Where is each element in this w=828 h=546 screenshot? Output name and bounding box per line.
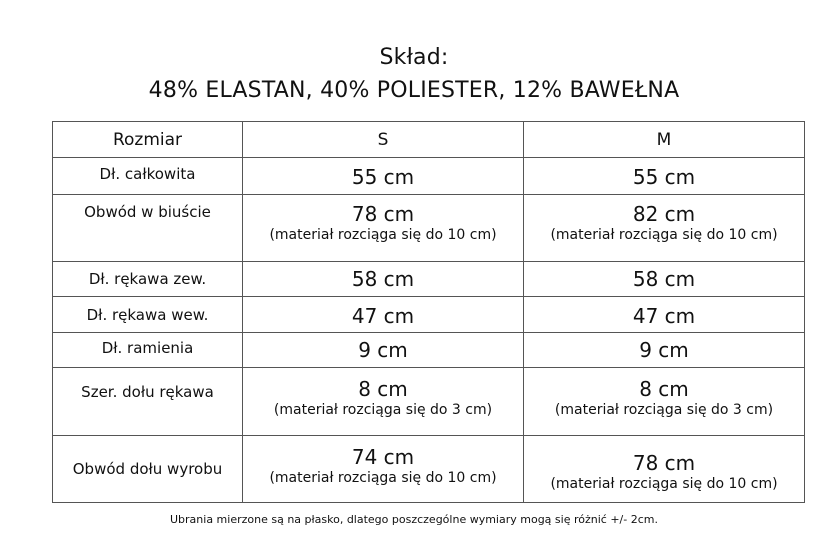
header-size-s: S xyxy=(243,122,524,158)
cell-m xyxy=(524,368,805,436)
size-table xyxy=(52,121,805,503)
value-m: 82 cm xyxy=(632,202,696,226)
value-m: 58 cm xyxy=(632,267,696,291)
value-s: 9 cm xyxy=(358,338,408,362)
table-header-row xyxy=(53,122,805,158)
cell-m xyxy=(524,158,805,195)
table-row xyxy=(53,158,805,195)
note-m: (materiał rozciąga się do 3 cm) xyxy=(554,402,774,418)
cell-s xyxy=(243,368,524,436)
note-s: (materiał rozciąga się do 3 cm) xyxy=(273,402,493,418)
value-m: 8 cm xyxy=(639,377,689,401)
value-m: 55 cm xyxy=(632,165,696,189)
cell-s xyxy=(243,333,524,368)
cell-s xyxy=(243,297,524,333)
row-label: Szer. dołu rękawa xyxy=(53,368,243,436)
value-m: 78 cm xyxy=(632,451,696,475)
composition-materials: 48% ELASTAN, 40% POLIESTER, 12% BAWEŁNA xyxy=(148,78,680,103)
value-s: 58 cm xyxy=(351,267,415,291)
cell-s xyxy=(243,262,524,297)
note-s: (materiał rozciąga się do 10 cm) xyxy=(269,470,497,486)
header-size-m: M xyxy=(524,122,805,158)
cell-s xyxy=(243,195,524,262)
value-s: 74 cm xyxy=(351,445,415,469)
row-label: Obwód dołu wyrobu xyxy=(53,436,243,503)
table-row xyxy=(53,368,805,436)
table-row xyxy=(53,436,805,503)
value-s: 55 cm xyxy=(351,165,415,189)
cell-m xyxy=(524,297,805,333)
row-label: Dł. rękawa wew. xyxy=(53,297,243,333)
value-s: 47 cm xyxy=(351,304,415,328)
row-label: Dł. całkowita xyxy=(53,158,243,195)
value-m: 47 cm xyxy=(632,304,696,328)
cell-s xyxy=(243,436,524,503)
cell-s xyxy=(243,158,524,195)
table-row xyxy=(53,297,805,333)
cell-m xyxy=(524,195,805,262)
row-label: Dł. rękawa zew. xyxy=(53,262,243,297)
table-row xyxy=(53,262,805,297)
header-size-label: Rozmiar xyxy=(53,122,243,158)
row-label: Obwód w biuście xyxy=(53,195,243,262)
cell-m xyxy=(524,262,805,297)
value-s: 8 cm xyxy=(358,377,408,401)
measurement-disclaimer: Ubrania mierzone są na płasko, dlatego poszczególne wymiary mogą się różnić +/- 2cm. xyxy=(170,513,658,526)
value-s: 78 cm xyxy=(351,202,415,226)
note-s: (materiał rozciąga się do 10 cm) xyxy=(269,227,497,243)
table-row xyxy=(53,333,805,368)
table-row xyxy=(53,195,805,262)
cell-m xyxy=(524,333,805,368)
cell-m xyxy=(524,436,805,503)
row-label: Dł. ramienia xyxy=(53,333,243,368)
composition-heading: Skład: xyxy=(379,45,449,70)
note-m: (materiał rozciąga się do 10 cm) xyxy=(550,227,778,243)
note-m: (materiał rozciąga się do 10 cm) xyxy=(550,476,778,492)
value-m: 9 cm xyxy=(639,338,689,362)
